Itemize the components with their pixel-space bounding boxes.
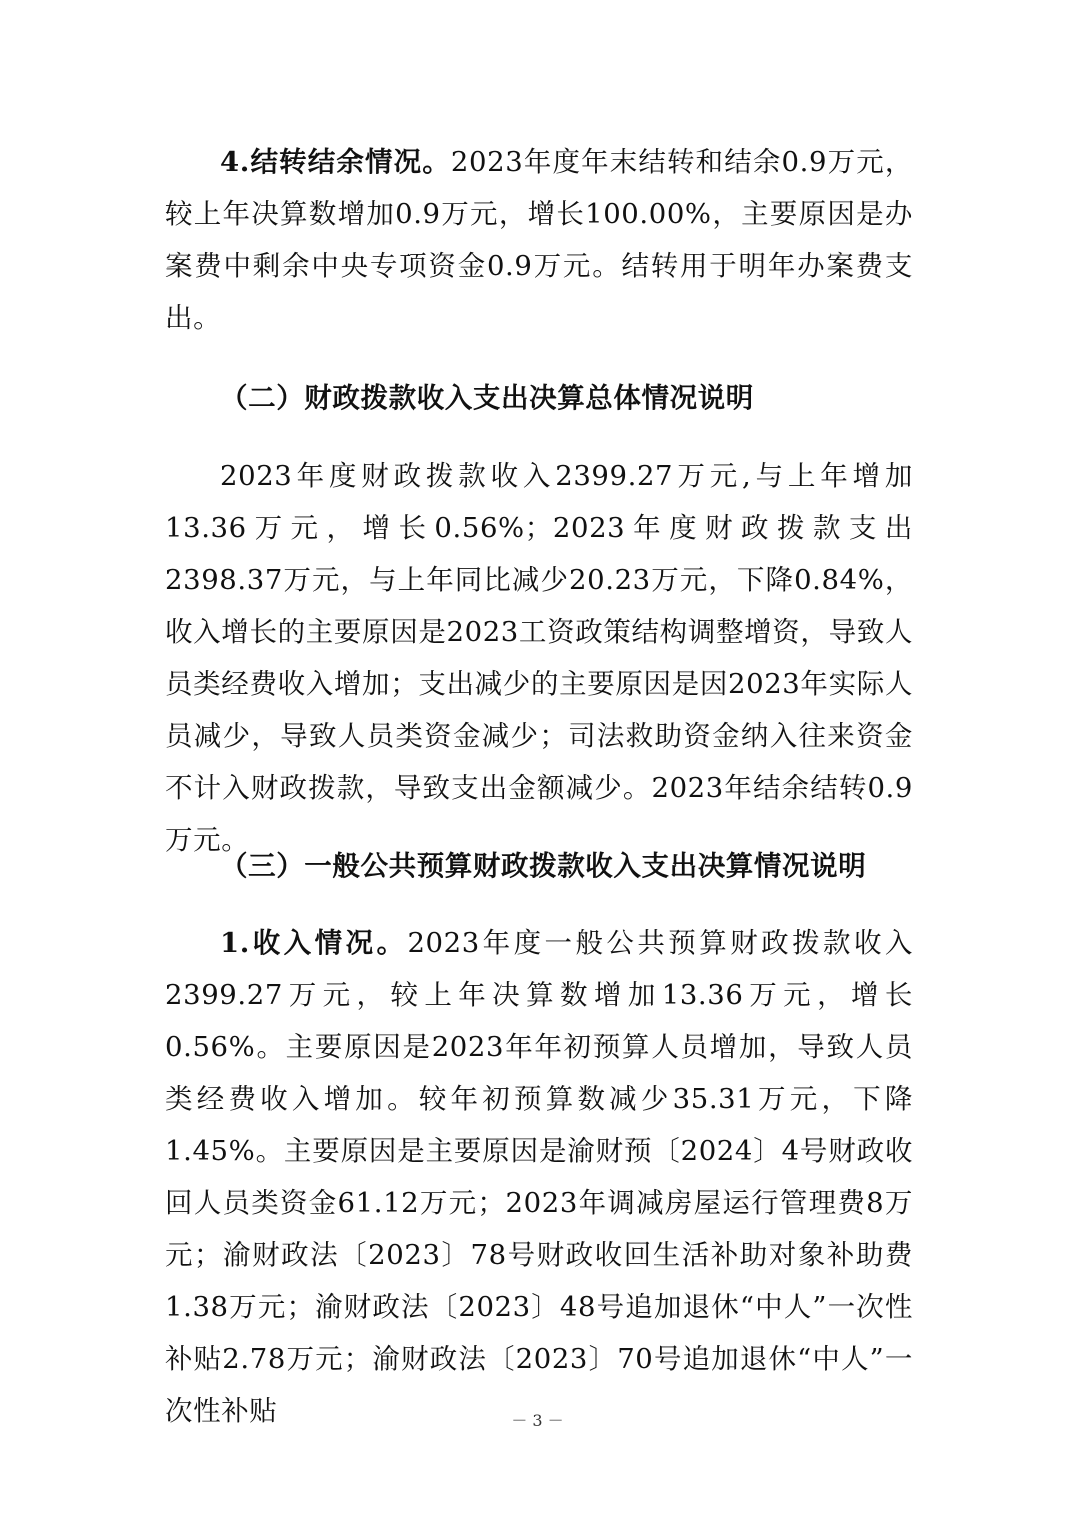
paragraph-fiscal-overview [165, 450, 913, 866]
section-heading-fiscal-overview: （二）财政拨款收入支出决算总体情况说明 [220, 382, 754, 414]
paragraph-carryover-balance [165, 136, 913, 344]
section-heading-general-budget: （三）一般公共预算财政拨款收入支出决算情况说明 [220, 850, 867, 882]
paragraph-income [165, 917, 913, 1437]
paragraph-body: 2023年度一般公共预算财政拨款收入2399.27万元，较上年决算数增加13.36万元，增长0.56%。主要原因是2023年年初预算人员增加，导致人员类经费收入增加。较年初预算数减少35.31万元，下降1.45%。主要原因是主要原因是渝财预〔2024〕4号财政收回人员类资金61.12万元；2023年调减房屋运行管理费8万元；渝财政法〔2023〕78号财政收回生活补助对象补助费1.38万元；渝财政法〔2023〕48号追加退休“中人”一次性补贴2.78万元；渝财政法〔2023〕70号追加退休“中人”一次性补贴 [165, 927, 913, 1427]
paragraph-lead: 4.结转结余情况。 [220, 146, 451, 178]
page-number: － 3 － [511, 1411, 564, 1430]
paragraph-body: 2023年度财政拨款收入2399.27万元,与上年增加13.36万元，增长0.56%；2023年度财政拨款支出2398.37万元，与上年同比减少20.23万元，下降0.84%，收入增长的主要原因是2023工资政策结构调整增资，导致人员类经费收入增加；支出减少的主要原因是因2023年实际人员减少，导致人员类资金减少；司法救助资金纳入往来资金不计入财政拨款，导致支出金额减少。2023年结余结转0.9万元。 [165, 460, 913, 856]
paragraph-lead: 1.收入情况。 [220, 927, 408, 959]
paragraph-body: 2023年度年末结转和结余0.9万元，较上年决算数增加0.9万元，增长100.00%，主要原因是办案费中剩余中央专项资金0.9万元。结转用于明年办案费支出。 [165, 146, 913, 334]
